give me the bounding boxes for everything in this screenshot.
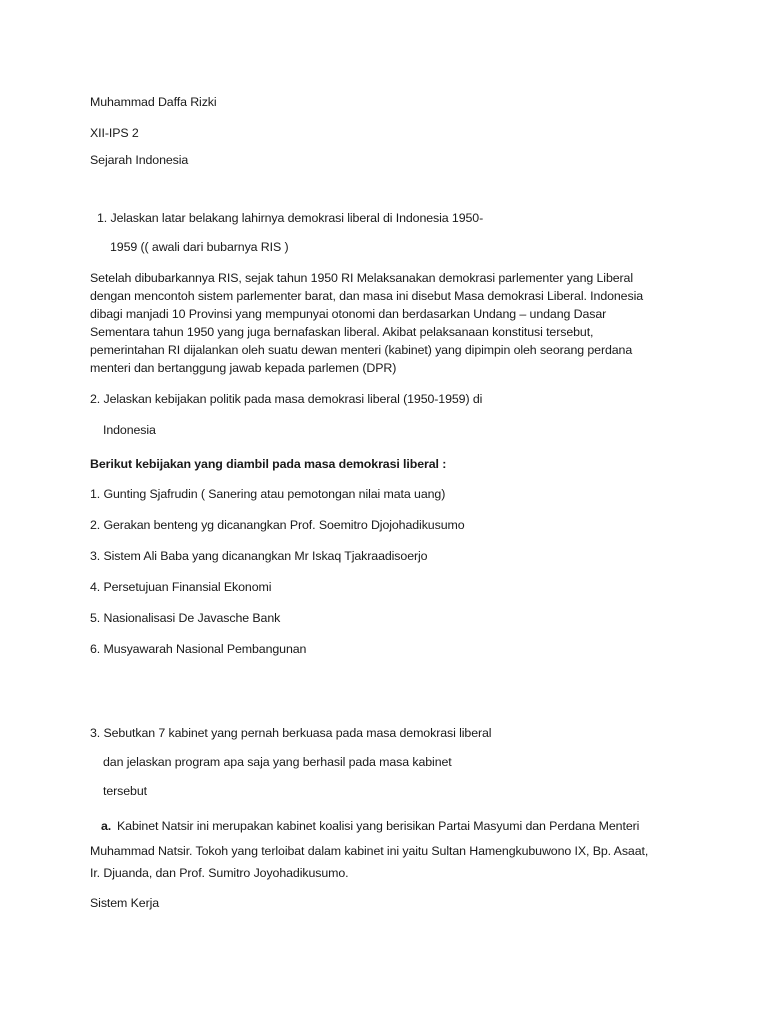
question-1-line-1: 1. Jelaskan latar belakang lahirnya demokrasi liberal di Indonesia 1950- xyxy=(97,211,484,225)
question-3-line-2: dan jelaskan program apa saja yang berhasil pada masa kabinet xyxy=(103,755,452,769)
question-2-line-2: Indonesia xyxy=(103,423,156,437)
answer-1-line: Sementara tahun 1950 yang juga bernafaskan liberal. Akibat pelaksanaan konstitusi tersebut, xyxy=(90,325,594,339)
policy-item: 3. Sistem Ali Baba yang dicanangkan Mr Iskaq Tjakraadisoerjo xyxy=(90,549,428,563)
policy-item: 1. Gunting Sjafrudin ( Sanering atau pemotongan nilai mata uang) xyxy=(90,487,446,501)
answer-1-line: menteri dan bertanggung jawab kepada parlemen (DPR) xyxy=(90,361,397,375)
answer-1-line: dibagi manjadi 10 Provinsi yang mempunyai otonomi dan berdasarkan Undang – undang Dasar xyxy=(90,307,607,321)
answer-1-line: pemerintahan RI dijalankan oleh suatu dewan menteri (kabinet) yang dipimpin oleh seorang perdana xyxy=(90,343,633,357)
cabinet-natsir-line: Ir. Djuanda, dan Prof. Sumitro Joyohadikusumo. xyxy=(90,866,349,880)
answer-1-line: dengan mencontoh sistem parlementer barat, dan masa ini disebut Masa demokrasi Liberal. Indonesia xyxy=(90,289,644,303)
policy-item: 4. Persetujuan Finansial Ekonomi xyxy=(90,580,272,594)
question-2-line-1: 2. Jelaskan kebijakan politik pada masa demokrasi liberal (1950-1959) di xyxy=(90,392,483,406)
answer-2-intro: Berikut kebijakan yang diambil pada masa demokrasi liberal : xyxy=(90,457,447,471)
question-1-line-2: 1959 (( awali dari bubarnya RIS ) xyxy=(110,240,289,254)
list-item-a-label: a. xyxy=(101,819,112,833)
question-3-line-3: tersebut xyxy=(103,784,147,798)
student-class: XII-IPS 2 xyxy=(90,126,139,140)
student-name: Muhammad Daffa Rizki xyxy=(90,95,217,109)
answer-1-line: Setelah dibubarkannya RIS, sejak tahun 1950 RI Melaksanakan demokrasi parlementer yang Liberal xyxy=(90,271,634,285)
policy-item: 6. Musyawarah Nasional Pembangunan xyxy=(90,642,307,656)
cabinet-natsir-line: Kabinet Natsir ini merupakan kabinet koalisi yang berisikan Partai Masyumi dan Perdana Menteri xyxy=(117,819,640,833)
section-heading-sistem-kerja: Sistem Kerja xyxy=(90,896,160,910)
cabinet-natsir-line: Muhammad Natsir. Tokoh yang terloibat dalam kabinet ini yaitu Sultan Hamengkubuwono IX, Bp. Asaat, xyxy=(90,844,649,858)
question-3-line-1: 3. Sebutkan 7 kabinet yang pernah berkuasa pada masa demokrasi liberal xyxy=(90,726,492,740)
answer-1-paragraph xyxy=(90,269,670,377)
policy-item: 5. Nasionalisasi De Javasche Bank xyxy=(90,611,281,625)
subject-title: Sejarah Indonesia xyxy=(90,153,189,167)
policy-item: 2. Gerakan benteng yg dicanangkan Prof. Soemitro Djojohadikusumo xyxy=(90,518,465,532)
